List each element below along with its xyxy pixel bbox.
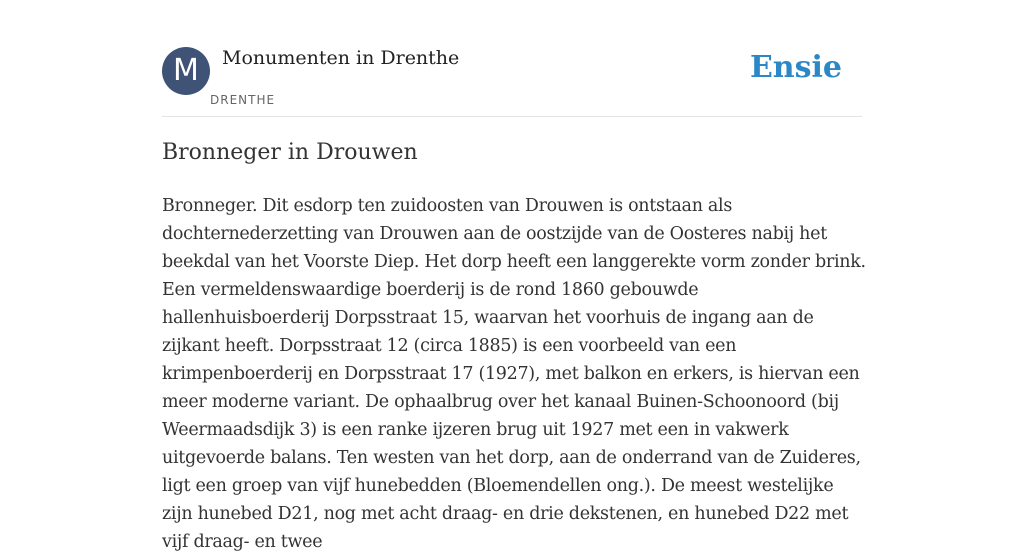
- article-body: Bronneger. Dit esdorp ten zuidoosten van Drouwen is ontstaan als dochternederzetting van Drouwen aan de oostzijde van de Oosteres nabij het beekdal van het Voorste Diep. Het dorp heeft een langgerekte vorm zonder brink. Een vermeldenswaardige boerderij is de rond 1860 gebouwde hallenhuisboerderij Dorpsstraat 15, waarvan het voorhuis de ingang aan de zijkant heeft. Dorpsstraat 12 (circa 1885) is een voorbeeld van een krimpenboerderij en Dorpsstraat 17 (1927), met balkon en erkers, is hiervan een meer moderne variant. De ophaalbrug over het kanaal Buinen-Schoonoord (bij Weermaadsdijk 3) is een ranke ijzeren brug uit 1927 met een in vakwerk uitgevoerde balans. Ten westen van het dorp, aan de onderrand van de Zuideres, ligt een groep van vijf hunebedden (Bloemendellen ong.). De meest westelijke zijn hunebed D21, nog met acht draag- en drie dekstenen, en hunebed D22 met vijf draag- en twee: [162, 196, 866, 552]
- header: [162, 46, 862, 117]
- site-title[interactable]: Monumenten in Drenthe: [222, 47, 460, 69]
- article-title: Bronneger in Drouwen: [162, 140, 418, 165]
- category-label[interactable]: DRENTHE: [210, 93, 276, 107]
- brand-logo[interactable]: Ensie: [749, 50, 842, 85]
- avatar[interactable]: M: [162, 47, 210, 95]
